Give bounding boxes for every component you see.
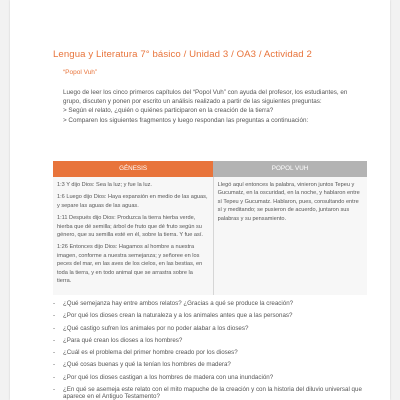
question-text: ¿Qué semejanza hay entre ambos relatos? ¿Gracias a qué se produce la creación? bbox=[63, 300, 294, 307]
list-item bbox=[53, 312, 371, 324]
question-text: ¿Qué castigo sufren los animales por no poder alabar a los dioses? bbox=[63, 324, 249, 332]
list-item bbox=[53, 300, 371, 312]
intro-bullet: > Comparen los siguientes fragmentos y luego respondan las preguntas a continuación: bbox=[63, 116, 309, 124]
question-text: ¿En qué se asemeja este relato con el mito mapuche de la creación y con la historia del diluvio universal que aparece en el Antiguo Testamento? bbox=[63, 386, 362, 400]
question-text: ¿Por qué los dioses crean la naturaleza y a los animales antes que a las personas? bbox=[63, 312, 293, 320]
intro-bullet: > Según el relato, ¿quién o quiénes participaron en la creación de la tierra? bbox=[63, 107, 274, 115]
list-item bbox=[53, 374, 371, 386]
dash-bullet: - bbox=[53, 386, 56, 394]
question-text: ¿Por qué los dioses castigan a los hombres de madera con una inundación? bbox=[63, 373, 274, 381]
dash-bullet: - bbox=[53, 324, 56, 332]
section-subtitle: “Popol Vuh” bbox=[63, 69, 98, 76]
dash-bullet: - bbox=[53, 336, 56, 344]
genesis-verse: 1:26 Entonces dijo Dios: Hagamos al hombre a nuestra imagen, conforme a nuestra semejanza; y señoree en los peces del mar, en las aves de los cielos, en las bestias, en toda la tierra, y en todo animal que se arrastra sobre la tierra. bbox=[57, 244, 203, 285]
dash-bullet: - bbox=[53, 312, 56, 320]
popol-vuh-text: Llegó aquí entonces la palabra, vinieron juntos Tepeu y Gucumatz, en la oscuridad, en la noche, y hablaron entre sí Tepeu y Gucumatz. Hablaron, pues, consultando entre sí y meditando; se pusieron de acuerdo, juntaron sus palabras y su pensamiento. bbox=[217, 182, 360, 222]
genesis-verse: 1:6 Luego dijo Dios: Haya expansión en medio de las aguas, y separe las aguas de las aguas. bbox=[57, 194, 208, 209]
column-header-genesis: GÉNESIS bbox=[53, 161, 213, 177]
genesis-verse: 1:3 Y dijo Dios: Sea la luz; y fue la luz. bbox=[57, 182, 152, 188]
question-text: ¿Qué cosas buenas y qué la tenían los hombres de madera? bbox=[63, 361, 231, 369]
popol-vuh-cell bbox=[213, 177, 367, 295]
list-item bbox=[53, 386, 371, 398]
table-row bbox=[53, 177, 367, 295]
comparison-table bbox=[53, 161, 367, 295]
question-text: ¿Para qué crean los dioses a los hombres? bbox=[63, 336, 183, 344]
question-text: ¿Cuál es el problema del primer hombre creado por los dioses? bbox=[63, 349, 238, 357]
intro-paragraph: Luego de leer los cinco primeros capítulos del “Popol Vuh” con ayuda del profesor, los estudiantes, en grupo, discuten y ponen por escrito un análisis realizado a partir de las siguientes preguntas: bbox=[63, 89, 348, 106]
dash-bullet: - bbox=[53, 361, 56, 369]
column-header-popol-vuh: POPOL VUH bbox=[213, 161, 367, 177]
dash-bullet: - bbox=[53, 300, 56, 307]
list-item bbox=[53, 361, 371, 373]
dash-bullet: - bbox=[53, 349, 56, 357]
question-list bbox=[53, 300, 371, 398]
list-item bbox=[53, 337, 371, 349]
genesis-cell bbox=[53, 177, 213, 295]
table-header-row bbox=[53, 161, 367, 177]
intro-text bbox=[63, 88, 363, 125]
list-item bbox=[53, 349, 371, 361]
list-item bbox=[53, 325, 371, 337]
dash-bullet: - bbox=[53, 373, 56, 381]
worksheet-page bbox=[10, 0, 390, 400]
page-title: Lengua y Literatura 7° básico / Unidad 3 / OA3 / Actividad 2 bbox=[53, 49, 312, 60]
genesis-verse: 1:11 Después dijo Dios: Produzca la tierra hierba verde, hierba que dé semilla; árbol de fruto que dé fruto según su género, que su semilla esté en él, sobre la tierra. Y fue así. bbox=[57, 215, 203, 239]
